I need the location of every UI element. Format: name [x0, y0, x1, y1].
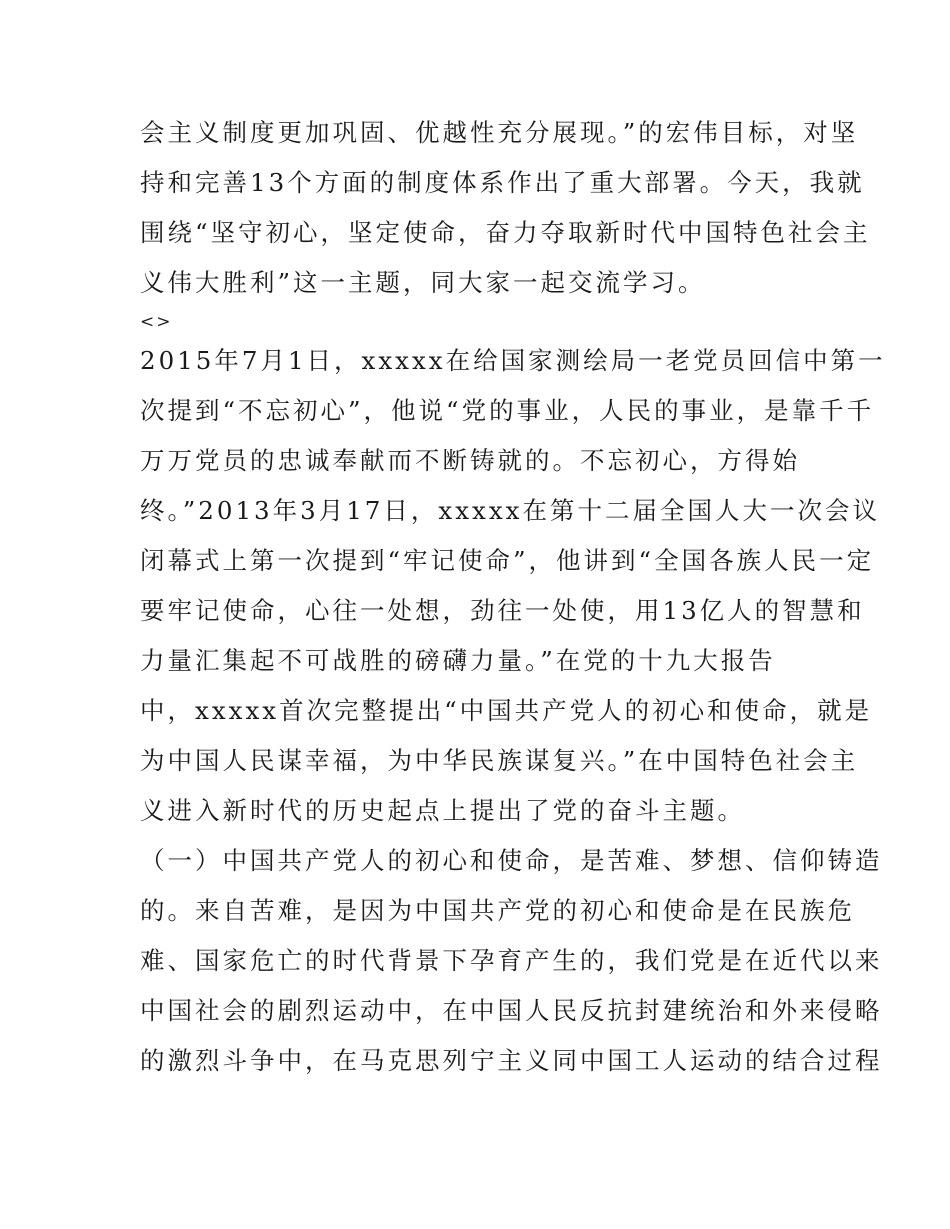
text-line: 次提到“不忘初心”，他说“党的事业，人民的事业，是靠千千: [140, 396, 875, 425]
text-line: 要牢记使命，心往一处想，劲往一处使，用13亿人的智慧和: [140, 596, 865, 625]
text-line: （一）中国共产党人的初心和使命，是苦难、梦想、信仰铸造: [140, 846, 883, 875]
text-line: 的激烈斗争中，在马克思列宁主义同中国工人运动的结合过程: [140, 1046, 883, 1075]
text-line: 义伟大胜利”这一主题，同大家一起交流学习。: [140, 268, 706, 297]
text-line: 中，xxxxx首次完整提出“中国共产党人的初心和使命，就是: [140, 696, 873, 725]
text-line: 会主义制度更加巩固、优越性充分展现。”的宏伟目标，对坚: [140, 118, 859, 147]
text-line: 为中国人民谋幸福，为中华民族谋复兴。”在中国特色社会主: [140, 746, 859, 775]
text-line: 闭幕式上第一次提到“牢记使命”，他讲到“全国各族人民一定: [140, 546, 875, 575]
text-line: 义进入新时代的历史起点上提出了党的奋斗主题。: [140, 796, 745, 825]
text-line: 难、国家危亡的时代背景下孕育产生的，我们党是在近代以来: [140, 946, 883, 975]
document-body: [140, 108, 886, 1086]
text-line: 的。来自苦难，是因为中国共产党的初心和使命是在民族危: [140, 896, 855, 925]
section-marker: <>: [140, 312, 173, 332]
text-line: 2015年7月1日，xxxxx在给国家测绘局一老党员回信中第一: [140, 346, 886, 375]
text-line: 持和完善13个方面的制度体系作出了重大部署。今天，我就: [140, 168, 865, 197]
text-line: 围绕“坚守初心，坚定使命，奋力夺取新时代中国特色社会主: [140, 218, 871, 247]
text-line: 力量汇集起不可战胜的磅礴力量。”在党的十九大报告: [140, 646, 776, 675]
text-line: 万万党员的忠诚奉献而不断铸就的。不忘初心，方得始: [140, 446, 800, 475]
text-line: 终。”2013年3月17日，xxxxx在第十二届全国人大一次会议: [140, 496, 880, 525]
text-line: 中国社会的剧烈运动中，在中国人民反抗封建统治和外来侵略: [140, 996, 883, 1025]
